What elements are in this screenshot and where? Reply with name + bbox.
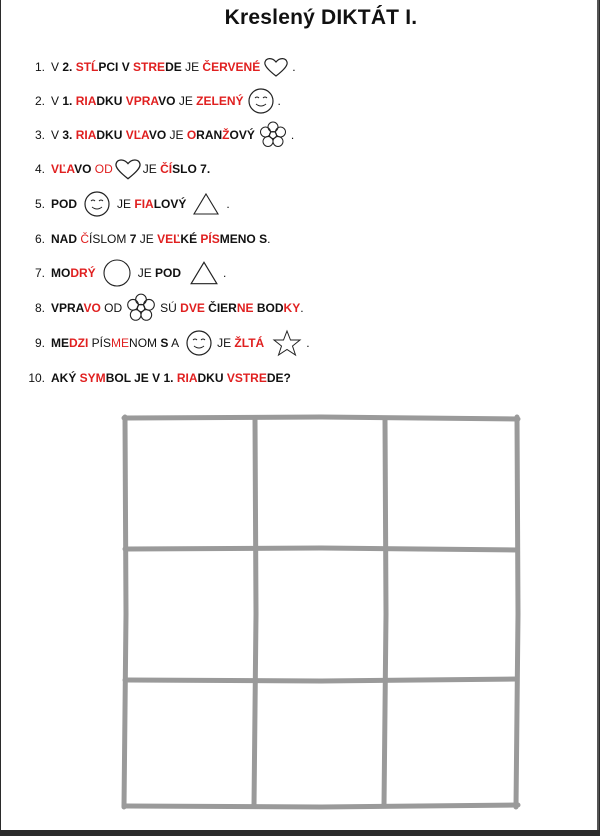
text-segment: VĽA xyxy=(125,128,149,142)
grid-line-vertical-2 xyxy=(384,419,386,806)
text-segment: DKU xyxy=(96,94,126,108)
item-text xyxy=(51,162,113,176)
text-segment: V xyxy=(51,128,63,142)
text-segment: VO xyxy=(148,128,167,142)
item-number: 10. xyxy=(28,371,45,385)
item-number: 8. xyxy=(34,301,45,315)
text-segment: A xyxy=(168,336,180,350)
worksheet-page xyxy=(1,0,599,830)
text-segment: V xyxy=(51,60,63,74)
grid-border-left xyxy=(124,417,126,807)
text-segment: JE xyxy=(136,232,158,246)
text-segment: DVE xyxy=(180,301,209,315)
text-segment: VO xyxy=(74,162,92,176)
text-segment: RIA xyxy=(75,94,97,108)
text-segment: AKÝ xyxy=(51,371,80,385)
item-text xyxy=(51,232,270,246)
text-segment: MENO xyxy=(219,232,260,246)
list-item xyxy=(1,124,294,146)
text-segment: . xyxy=(290,128,295,142)
item-text xyxy=(51,301,122,315)
text-segment: DE? xyxy=(266,371,291,385)
grid-line-horizontal-1 xyxy=(125,548,517,550)
text-segment: BOL JE V 1. xyxy=(105,371,177,385)
triangle-icon xyxy=(192,192,220,216)
text-segment: VĽA xyxy=(51,162,75,176)
text-segment: 1. xyxy=(62,94,76,108)
text-segment: 2. xyxy=(62,60,76,74)
heart-icon xyxy=(263,56,289,78)
text-segment: S xyxy=(160,336,169,350)
grid-border-top xyxy=(124,417,518,419)
text-segment: MO xyxy=(51,266,71,280)
text-segment: 7 xyxy=(129,232,137,246)
grid-line-vertical-1 xyxy=(254,418,256,806)
text-segment: BOD xyxy=(256,301,284,315)
item-text xyxy=(51,128,255,142)
grid-line-horizontal-2 xyxy=(125,679,517,681)
text-segment: . xyxy=(267,232,271,246)
text-segment: DRÝ xyxy=(70,266,96,280)
text-segment: SLO 7. xyxy=(172,162,211,176)
text-segment: LOVÝ xyxy=(153,197,187,211)
item-text xyxy=(217,336,264,350)
text-segment: VO xyxy=(158,94,176,108)
text-segment: NOM xyxy=(129,336,161,350)
text-segment: JE xyxy=(175,94,197,108)
item-number: 6. xyxy=(34,232,45,246)
item-number: 3. xyxy=(34,128,45,142)
list-item xyxy=(1,90,281,112)
text-segment: DE xyxy=(165,60,182,74)
text-segment: ÍSLOM xyxy=(89,232,130,246)
item-text xyxy=(51,371,291,385)
flower-icon xyxy=(258,120,288,150)
list-item xyxy=(1,158,210,180)
item-text xyxy=(51,336,179,350)
text-segment: KY xyxy=(283,301,301,315)
text-segment: JE xyxy=(117,197,135,211)
page-title: Kreslený DIKTÁT I. xyxy=(224,6,418,29)
text-segment: ZE xyxy=(196,94,212,108)
text-segment: ČÍ xyxy=(160,162,173,176)
text-segment: JE xyxy=(217,336,235,350)
triangle-icon xyxy=(189,260,219,286)
text-segment: POD xyxy=(51,197,78,211)
text-segment: OVÝ xyxy=(229,128,255,142)
text-segment: . xyxy=(306,336,310,350)
grid-border-right xyxy=(516,417,518,807)
list-item xyxy=(1,367,291,389)
text-segment: VENÉ xyxy=(227,60,261,74)
star-icon xyxy=(272,329,302,357)
grid-border-bottom xyxy=(124,805,518,807)
text-segment: ČER xyxy=(202,60,228,74)
smiley-icon xyxy=(185,329,213,357)
text-segment: RIA xyxy=(176,371,198,385)
heart-icon xyxy=(114,157,142,181)
text-segment: VPRA xyxy=(125,94,159,108)
text-segment: STRE xyxy=(133,60,166,74)
text-segment: S xyxy=(259,232,268,246)
item-text xyxy=(138,266,181,280)
item-number: 5. xyxy=(34,197,45,211)
item-text xyxy=(143,162,210,176)
text-segment: ČIER xyxy=(208,301,237,315)
item-number: 9. xyxy=(34,336,45,350)
smiley-icon xyxy=(247,87,275,115)
item-number: 4. xyxy=(34,162,45,176)
text-segment: JE xyxy=(181,60,203,74)
smiley-icon xyxy=(83,190,111,218)
text-segment: DZI xyxy=(69,336,89,350)
text-segment: O xyxy=(186,128,197,142)
text-segment: V xyxy=(51,94,63,108)
text-segment: Č xyxy=(80,232,90,246)
text-segment: OD xyxy=(91,162,113,176)
text-segment: NAD xyxy=(51,232,81,246)
list-item xyxy=(1,56,296,78)
text-segment: . xyxy=(223,266,227,280)
list-item xyxy=(1,262,226,284)
text-segment: ŽLTÁ xyxy=(234,336,265,350)
text-segment: DKU xyxy=(197,371,227,385)
text-segment: OD xyxy=(100,301,123,315)
text-segment: NE xyxy=(236,301,257,315)
text-segment: RAN xyxy=(196,128,223,142)
text-segment: PCI V xyxy=(98,60,134,74)
text-segment: VSTRE xyxy=(226,371,267,385)
item-number: 1. xyxy=(34,60,45,74)
list-item xyxy=(1,193,230,215)
text-segment: JE xyxy=(142,162,161,176)
text-segment: SÚ xyxy=(160,301,181,315)
text-segment: PÍS xyxy=(88,336,112,350)
text-segment: VPRA xyxy=(51,301,84,315)
text-segment: . xyxy=(277,94,281,108)
list-item xyxy=(1,332,310,354)
text-segment: POD xyxy=(155,266,182,280)
text-segment: FIA xyxy=(134,197,154,211)
text-segment: . xyxy=(300,301,304,315)
text-segment: SYM xyxy=(79,371,106,385)
text-segment: ME xyxy=(51,336,69,350)
circle-icon xyxy=(102,258,132,288)
text-segment: PÍS xyxy=(200,232,220,246)
item-text xyxy=(160,301,303,315)
text-segment: JE xyxy=(137,266,156,280)
text-segment: DKU xyxy=(96,128,126,142)
text-segment: . xyxy=(226,197,230,211)
list-item xyxy=(1,228,270,250)
text-segment: VO xyxy=(83,301,101,315)
text-segment: STĹ xyxy=(75,60,99,74)
item-text xyxy=(51,266,96,280)
text-segment: LENÝ xyxy=(211,94,244,108)
text-segment: 3. xyxy=(62,128,76,142)
flower-icon xyxy=(125,292,157,324)
drawing-grid[interactable] xyxy=(121,414,521,810)
item-number: 2. xyxy=(34,94,45,108)
text-segment: . xyxy=(292,60,296,74)
item-text xyxy=(51,94,244,108)
item-number: 7. xyxy=(34,266,45,280)
item-text xyxy=(117,197,186,211)
item-text xyxy=(51,60,260,74)
list-item xyxy=(1,297,304,319)
text-segment: ME xyxy=(111,336,130,350)
text-segment: RIA xyxy=(75,128,97,142)
text-segment: VEĽ xyxy=(157,232,181,246)
text-segment: KÉ xyxy=(180,232,201,246)
text-segment: JE xyxy=(166,128,187,142)
text-segment: Ž xyxy=(222,128,230,142)
